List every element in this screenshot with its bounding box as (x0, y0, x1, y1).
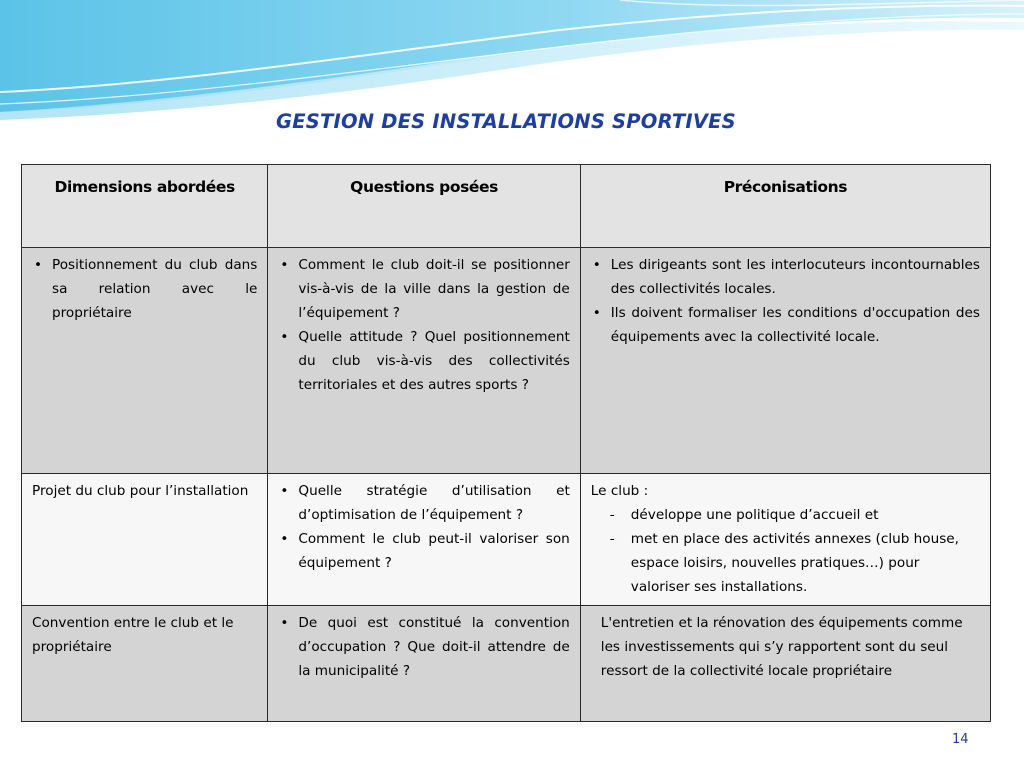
dimension-cell (22, 474, 268, 606)
list-item: • Comment le club doit-il se positionner vis-à-vis de la ville dans la gestion de l’équipement ? (278, 253, 569, 325)
questions-cell (268, 474, 580, 606)
table-row (22, 474, 991, 606)
list-item: • Positionnement du club dans sa relation avec le propriétaire (32, 253, 257, 325)
questions-cell (268, 248, 580, 474)
list-item: • Ils doivent formaliser les conditions d'occupation des équipements avec la collectivité locale. (591, 301, 980, 349)
list-item: • Comment le club peut-il valoriser son équipement ? (278, 527, 569, 575)
list-item: - met en place des activités annexes (club house, espace loisirs, nouvelles pratiques…) pour valoriser ses installations. (591, 527, 980, 599)
list-item: • De quoi est constitué la convention d’occupation ? Que doit-il attendre de la municipalité ? (278, 611, 569, 683)
dimension-cell (22, 606, 268, 722)
table-row (22, 248, 991, 474)
header-preconisations: Préconisations (580, 165, 990, 248)
header-dimensions: Dimensions abordées (22, 165, 268, 248)
table-header-row (22, 165, 991, 248)
preconisations-cell (580, 474, 990, 606)
page-number: 14 (952, 732, 969, 747)
dimension-text: Convention entre le club et le propriétaire (32, 615, 234, 655)
table-row (22, 606, 991, 722)
list-item: • Les dirigeants sont les interlocuteurs incontournables des collectivités locales. (591, 253, 980, 301)
list-item: - développe une politique d’accueil et (591, 503, 980, 527)
recommendations-table (21, 164, 991, 722)
preconisations-cell (580, 248, 990, 474)
slide-title: GESTION DES INSTALLATIONS SPORTIVES (276, 110, 736, 133)
dimension-cell (22, 248, 268, 474)
questions-cell (268, 606, 580, 722)
list-item: • Quelle attitude ? Quel positionnement du club vis-à-vis des collectivités territoriales et des autres sports ? (278, 325, 569, 397)
preconisations-intro: Le club : (590, 483, 649, 499)
preconisations-text: L'entretien et la rénovation des équipements comme les investissements qui s’y rapportent sont du seul ressort de la collectivité locale propriétaire (600, 615, 963, 679)
dimension-text: Projet du club pour l’installation (32, 483, 249, 499)
list-item: • Quelle stratégie d’utilisation et d’optimisation de l’équipement ? (278, 479, 569, 527)
header-questions: Questions posées (268, 165, 580, 248)
preconisations-cell (580, 606, 990, 722)
